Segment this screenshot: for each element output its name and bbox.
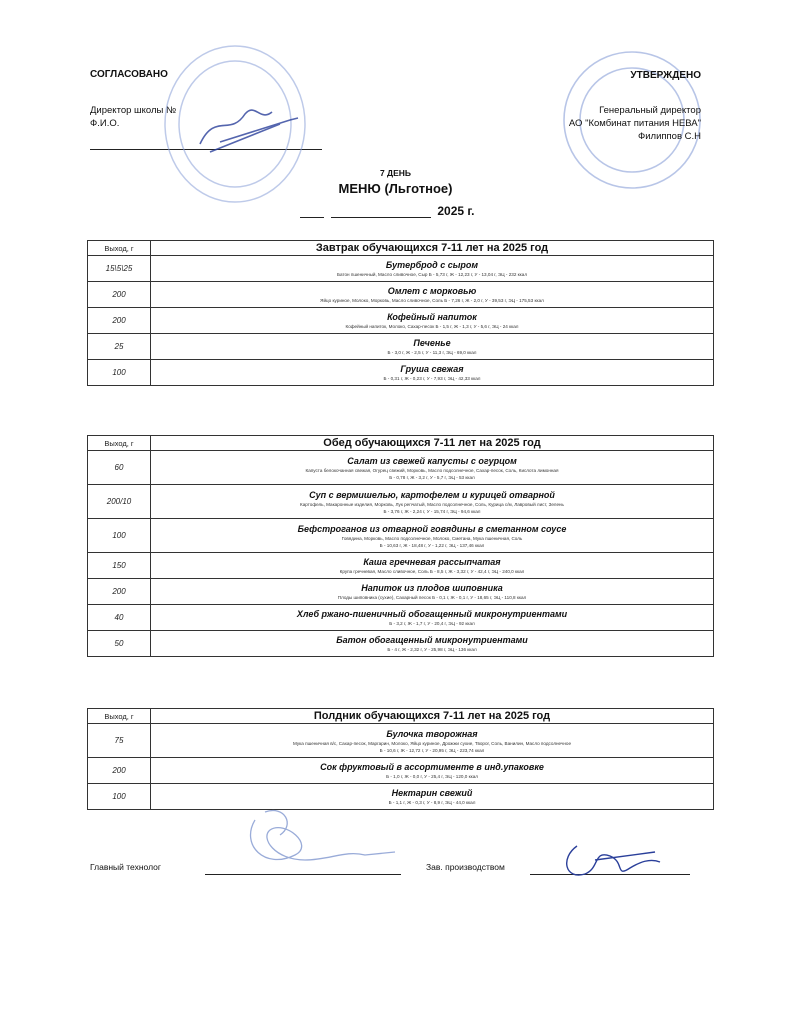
menu-row [88, 360, 714, 386]
output-weight: 100 [88, 519, 151, 553]
dish-composition: Кофейный напиток, Молоко, Сахар-песок Б - 1,5 г, Ж - 1,3 г, У - 5,6 г, ЭЦ - 24 ккал [345, 324, 519, 329]
dish-name: Суп с вермишелью, картофелем и курицей отварной [309, 489, 555, 500]
production-signature-icon [555, 838, 665, 886]
date-year: 2025 г. [437, 204, 475, 218]
dish-name: Омлет с морковью [387, 286, 477, 296]
dish-name: Бефстроганов из отварной говядины в сметанном соусе [297, 523, 567, 534]
dish-composition: Мука пшеничная в/с, Сахар-песок, Маргарин, Молоко, Яйцо куриное, Дрожжи сухие, Творог, Соль, Ванилин, Масло подсолнечное [293, 740, 571, 746]
dish-composition: Б - 3,2 г, Ж - 1,7 г, У - 20,4 г, ЭЦ - 92 ккал [389, 621, 475, 626]
lunch-table [87, 435, 714, 657]
menu-row [88, 256, 714, 282]
dish-cell [151, 724, 714, 758]
dish-cell [151, 360, 714, 386]
dish-cell [151, 485, 714, 519]
dish-composition: Плоды шиповника (сухие), Сахарный песок Б - 0,1 г, Ж - 0,1 г, У - 18,65 г, ЭЦ - 110,8 ккал [337, 595, 527, 600]
dish-name: Сок фруктовый в ассортименте в инд.упаковке [320, 762, 544, 772]
menu-row [88, 485, 714, 519]
dish-composition: Крупа гречневая, Масло сливочное, Соль Б - 8,5 г, Ж - 3,32 г, У - 42,4 г, ЭЦ - 240,0 ккал [339, 569, 525, 574]
dish-cell [151, 256, 714, 282]
dish-cell [151, 631, 714, 657]
dish-name: Напиток из плодов шиповника [361, 583, 503, 593]
menu-row [88, 605, 714, 631]
dish-name: Печенье [413, 338, 451, 348]
dish-nutrition: Б - 0,78 г, Ж - 3,2 г, У - 5,7 г, ЭЦ - 53 ккал [389, 474, 475, 480]
dish-cell [151, 334, 714, 360]
menu-row [88, 724, 714, 758]
snack-table [87, 708, 714, 810]
output-weight: 25 [88, 334, 151, 360]
fio-label: Ф.И.О. [90, 118, 120, 129]
menu-row [88, 758, 714, 784]
date-line [300, 204, 475, 218]
dish-composition: Говядина, Морковь, Масло подсолнечное, Молоко, Сметана, Мука пшеничная, Соль [341, 535, 523, 541]
dish-cell [151, 553, 714, 579]
technologist-signature-icon [235, 800, 405, 878]
approval-right-title: УТВЕРЖДЕНО [630, 70, 701, 81]
output-weight: 200 [88, 308, 151, 334]
dish-name: Хлеб ржано-пшеничный обогащенный микронутриентами [296, 609, 568, 619]
dish-name: Салат из свежей капусты с огурцом [347, 455, 517, 466]
dish-name: Кофейный напиток [387, 312, 477, 322]
output-weight: 100 [88, 784, 151, 810]
menu-row [88, 451, 714, 485]
output-weight: 200 [88, 579, 151, 605]
output-weight: 50 [88, 631, 151, 657]
dish-composition: Б - 1,1 г, Ж - 0,3 г, У - 8,9 г, ЭЦ - 44,0 ккал [388, 800, 476, 805]
dish-cell [151, 758, 714, 784]
output-weight: 100 [88, 360, 151, 386]
dish-composition: Батон пшеничный, Масло сливочное, Сыр Б - 5,73 г, Ж - 12,23 г, У - 13,04 г, ЭЦ - 232 ккал [336, 272, 528, 277]
chief-technologist-label: Главный технолог [90, 862, 161, 872]
meal-title: Завтрак обучающихся 7-11 лет на 2025 год [151, 241, 714, 256]
dish-composition: Б - 3,0 г, Ж - 2,5 г, У - 11,3 г, ЭЦ - 69,0 ккал [387, 350, 477, 355]
menu-row [88, 553, 714, 579]
meal-title: Обед обучающихся 7-11 лет на 2025 год [151, 436, 714, 451]
output-weight: 200 [88, 282, 151, 308]
output-weight: 15\5\25 [88, 256, 151, 282]
output-header: Выход, г [88, 436, 151, 451]
output-weight: 60 [88, 451, 151, 485]
dish-cell [151, 519, 714, 553]
production-manager-label: Зав. производством [426, 862, 505, 872]
company-name: АО "Комбинат питания НЕВА" [568, 118, 701, 129]
output-weight: 200 [88, 758, 151, 784]
output-weight: 150 [88, 553, 151, 579]
approval-left-title: СОГЛАСОВАНО [90, 69, 168, 80]
dish-composition: Яйцо куриное, Молоко, Морковь, Масло сливочное, Соль Б - 7,26 г, Ж - 2,0 г, У - 39,53 г, ЭЦ - 175,53 ккал [320, 298, 544, 303]
dish-name: Каша гречневая рассыпчатая [363, 557, 501, 567]
menu-title: МЕНЮ (Льготное) [338, 181, 453, 196]
dish-cell [151, 308, 714, 334]
menu-row [88, 519, 714, 553]
dish-nutrition: Б - 10,6 г, Ж - 12,72 г, У - 20,95 г, ЭЦ - 223,74 ккал [379, 747, 485, 753]
dish-cell [151, 451, 714, 485]
output-weight: 75 [88, 724, 151, 758]
menu-row [88, 282, 714, 308]
menu-row [88, 631, 714, 657]
director-name: Филиппов С.Н [638, 131, 701, 142]
breakfast-table [87, 240, 714, 386]
director-label: Директор школы № [90, 105, 177, 116]
dish-cell [151, 282, 714, 308]
dish-name: Бутерброд с сыром [385, 260, 479, 270]
menu-row [88, 308, 714, 334]
dish-nutrition: Б - 10,63 г, Ж - 18,48 г, У - 1,22 г, ЭЦ - 137,46 ккал [379, 542, 485, 548]
output-weight: 200/10 [88, 485, 151, 519]
dish-name: Груша свежая [400, 364, 464, 374]
general-director-label: Генеральный директор [599, 105, 701, 116]
menu-row [88, 579, 714, 605]
dish-composition: Б - 0,31 г, Ж - 0,23 г, У - 7,93 г, ЭЦ - 42,33 ккал [383, 376, 481, 381]
dish-composition: Картофель, Макаронные изделия, Морковь, Лук репчатый, Масло подсолнечное, Соль, Курица с/м, Лавровый лист, Зелень [300, 501, 564, 507]
output-header: Выход, г [88, 709, 151, 724]
dish-composition: Капуста белокочанная свежая, Огурец свежий, Морковь, Масло подсолнечное, Сахар-песок, Соль, Кислота лимонная [305, 467, 559, 473]
meal-title: Полдник обучающихся 7-11 лет на 2025 год [151, 709, 714, 724]
dish-name: Батон обогащенный микронутриентами [336, 635, 528, 645]
dish-nutrition: Б - 3,76 г, Ж - 2,24 г, У - 15,74 г, ЭЦ - 94,6 ккал [383, 508, 481, 514]
dish-name: Нектарин свежий [391, 788, 473, 798]
dish-cell [151, 579, 714, 605]
dish-composition: Б - 4 г, Ж - 2,32 г, У - 25,98 г, ЭЦ - 136 ккал [387, 647, 477, 652]
output-weight: 40 [88, 605, 151, 631]
output-header: Выход, г [88, 241, 151, 256]
dish-name: Булочка творожная [386, 728, 478, 739]
menu-row [88, 334, 714, 360]
dish-cell [151, 605, 714, 631]
day-label: 7 ДЕНЬ [379, 168, 412, 178]
dish-composition: Б - 1,0 г, Ж - 0,0 г, У - 25,4 г, ЭЦ - 120,0 ккал [386, 774, 478, 779]
